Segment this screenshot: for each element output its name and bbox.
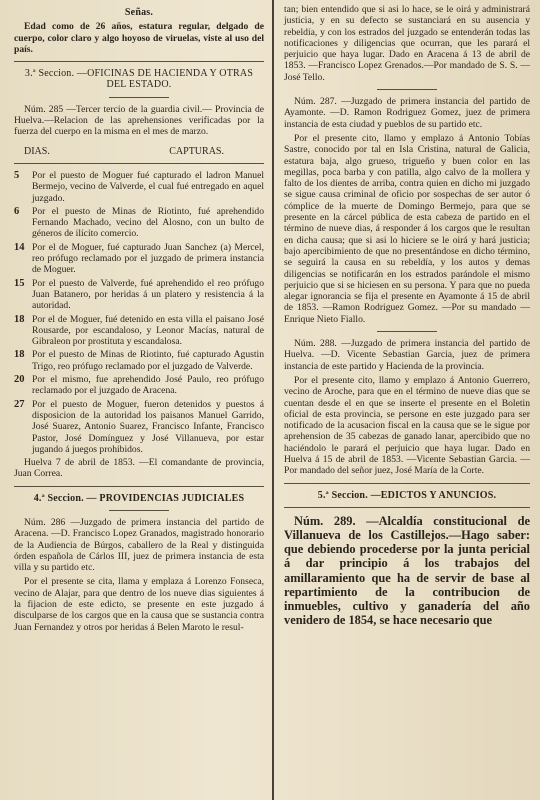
num287-body: Por el presente cito, llamo y emplazo á Antonio Tobías Sastre, conocido por tal en Isla Cristina, natural de Galicia, estatura baja, algo grueso, trigueño y buen color en las megillas, poca barba y con patilla, algo calvo de la mollera y falto de los dientes de arriba, contra quien en dicho mi juzgado se sigue causa criminal de oficio por sospechas de ser autor ó cómplice de la muerte de Domingo Bermejo, para que se presente en la cárcel pública de esta cabeza de partido en el término de nueve dias, á responder á los cargos que le resultan en dicha causa; que si asi lo hiciere se le oirá y hará justicia; bajo apercibimiento de que no presentándose en dicho término, se seguirá la causa en su rebeldía, y los autos y demas diligencias se notificarán en los estrados parándole el mismo perjuicio que si se hiciesen en su persona. Y para que no pueda alegar ignorancia se fija el presente en Ayamonte á 15 de abril de 1853. —Ramon Rodriguez Gomez. —Por su mandado — Enrique Nieto Fiallo. <box>284 132 530 325</box>
num288-intro: Núm. 288. —Juzgado de primera instancia del partido de Huelva. —D. Vicente Sebastian Garcia, juez de primera instancia de este partido y Hacienda de la provincia. <box>284 338 530 372</box>
col-capturas: CAPTURAS. <box>169 145 224 157</box>
section5-title: 5.ª Seccion. —EDICTOS Y ANUNCIOS. <box>317 489 497 501</box>
entry-text: Por el de Moguer, fué capturado Juan Sanchez (a) Mercel, reo prófugo reclamado por el juzgado de primera instancia de Moguer. <box>32 241 264 276</box>
num286-body: Por el presente se cita, llama y emplaza á Lorenzo Fonseca, vecino de Alajar, para que dentro de los nueve dias siguientes á la fijacion de este edicto, se presente en este juzgado á disculparse de los cargos que en la causa que se sustancia contra Juan Fernandez y otros por heridas á Belen Maroto le resul- <box>14 576 264 633</box>
list-item <box>14 278 264 312</box>
closing-285: Huelva 7 de abril de 1853. —El comandante de provincia, Juan Correa. <box>14 457 264 480</box>
entry-day: 6 <box>14 205 20 217</box>
list-item <box>14 170 264 204</box>
entry-day: 5 <box>14 169 20 181</box>
list-item <box>14 374 264 397</box>
list-item <box>14 314 264 348</box>
col-dias: DIAS. <box>24 145 50 157</box>
divider <box>14 486 264 487</box>
entry-day: 15 <box>14 277 25 289</box>
entry-day: 18 <box>14 313 25 325</box>
divider <box>109 510 169 511</box>
divider <box>284 483 530 484</box>
divider <box>14 61 264 62</box>
list-item <box>14 206 264 240</box>
num286-continuation: tan; bien entendido que si asi lo hace, se le oirá y administrará justicia, y en su defecto se sustanciará en su ausencia y rebeldía, y con los estrados del juzgado se entenderán todas las notificaciones y diligencias que ocurran, que les parará el perjuicio que haya lugar. Dado en Aracena á 13 de abril de 1853. —Francisco Lopez Grenados.—Por mandado de S. S. —José Tello. <box>284 4 530 83</box>
entry-day: 18 <box>14 349 25 361</box>
section3-title: 3.ª Seccion. —OFICINAS DE HACIENDA Y OTRAS DEL ESTADO. <box>24 68 254 91</box>
divider <box>377 89 437 90</box>
num287-intro: Núm. 287. —Juzgado de primera instancia del partido de Ayamonte. —D. Ramon Rodriguez Gomez, juez de primera instancia de esta ciudad y pueblos de su partido etc. <box>284 96 530 130</box>
entry-text: Por el puesto de Minas de Riotinto, fué capturado Agustin Trigo, reo prófugo reclamado por el juzgado de Valverde. <box>32 349 264 372</box>
num286-intro: Núm. 286 —Juzgado de primera instancia del partido de Aracena. —D. Francisco Lopez Granados, magistrado honorario de la Audiencia de Búrgos, caballero de la Real y distinguida órden española de Cárlos III, juez de primera instancia de esta villa y su partido etc. <box>14 516 264 574</box>
senas-text: Edad como de 26 años, estatura regular, delgado de cuerpo, color claro y algo hoyoso de viruelas, viste al uso del país. <box>14 21 264 55</box>
entry-text: Por el puesto de Minas de Riotinto, fué aprehendido Fernando Machado, vecino del Alosno, con un bulto de géneros de ilícito comercio. <box>32 205 264 240</box>
entry-text: Por el puesto de Moguer, fueron detenidos y puestos á disposicion de la autoridad los paisanos Manuel Garrido, José Suarez, Antonio Suarez, Francisco Infante, Francisco Pastor, José Domínguez y José Villanueva, por estar jugando á juegos prohibidos. <box>32 398 264 455</box>
table-captions <box>14 146 264 157</box>
divider <box>109 97 169 98</box>
num289-block <box>284 514 530 628</box>
list-item <box>14 242 264 276</box>
divider <box>377 331 437 332</box>
column-rule <box>272 0 274 800</box>
entry-text: Por el puesto de Valverde, fué aprehendido el reo prófugo Juan Batanero, por heridas á un platero y resistencia á la autoridad. <box>32 277 264 312</box>
list-item <box>14 399 264 455</box>
senas-title: Señas. <box>124 7 154 18</box>
num285-text: Núm. 285 —Tercer tercio de la guardia civil.— Provincia de Huelva.—Relacion de las aprehensiones verificadas por la fuerza del cuerpo en la misma en el mes de marzo. <box>14 103 264 138</box>
divider <box>284 507 530 508</box>
entry-day: 14 <box>14 241 25 253</box>
num288-body: Por el presente cito, llamo y emplazo á Antonio Guerrero, vecino de Aroche, para que en el término de nueve dias que se cuentan desde el en que se inserte el presente en el Boletin oficial de esta provincia, se persone en este juzgado para ser notificado de la acusacion fiscal en la causa que se le sigue por aprehension de 35 cabezas de ganado lanar, apercibido que no haciéndolo le parará el perjuicio que haya lugar. Dado en Huelva á 15 de abril de 1853. —Vicente Sebastian Garcia. —Por mandado del señor juez, José María de la Corte. <box>284 374 530 477</box>
capture-list <box>14 170 264 455</box>
right-column <box>277 0 540 800</box>
entry-text: Por el de Moguer, fué detenido en esta villa el paisano José Rousarde, por escandaloso, y Leonor Macías, natural de Gibraleon por prostituta y escandalosa. <box>32 313 264 348</box>
list-item <box>14 349 264 372</box>
entry-day: 20 <box>14 374 25 386</box>
section4-title: 4.ª Seccion. — PROVIDENCIAS JUDICIALES <box>33 492 245 504</box>
divider <box>14 163 264 164</box>
entry-day: 27 <box>14 398 25 410</box>
entry-text: Por el puesto de Moguer fué capturado el ladron Manuel Bermejo, vecino de Valverde, el cual fué entregado en aquel juzgado. <box>32 169 264 204</box>
num289-text: Núm. 289. —Alcaldía constitucional de Villanueva de los Castillejos.—Hago saber: que debiendo procederse por la junta pericial á dar principio á los trabajos del amillaramiento que ha de servir de base al repartimiento de la contribucion de inmuebles, cultivo y ganadería del año venidero de 1854, se hace necesario que <box>284 513 530 628</box>
entry-text: Por el mismo, fue aprehendido José Paulo, reo prófugo reclamado por el juzgado de Aracena. <box>32 374 264 397</box>
